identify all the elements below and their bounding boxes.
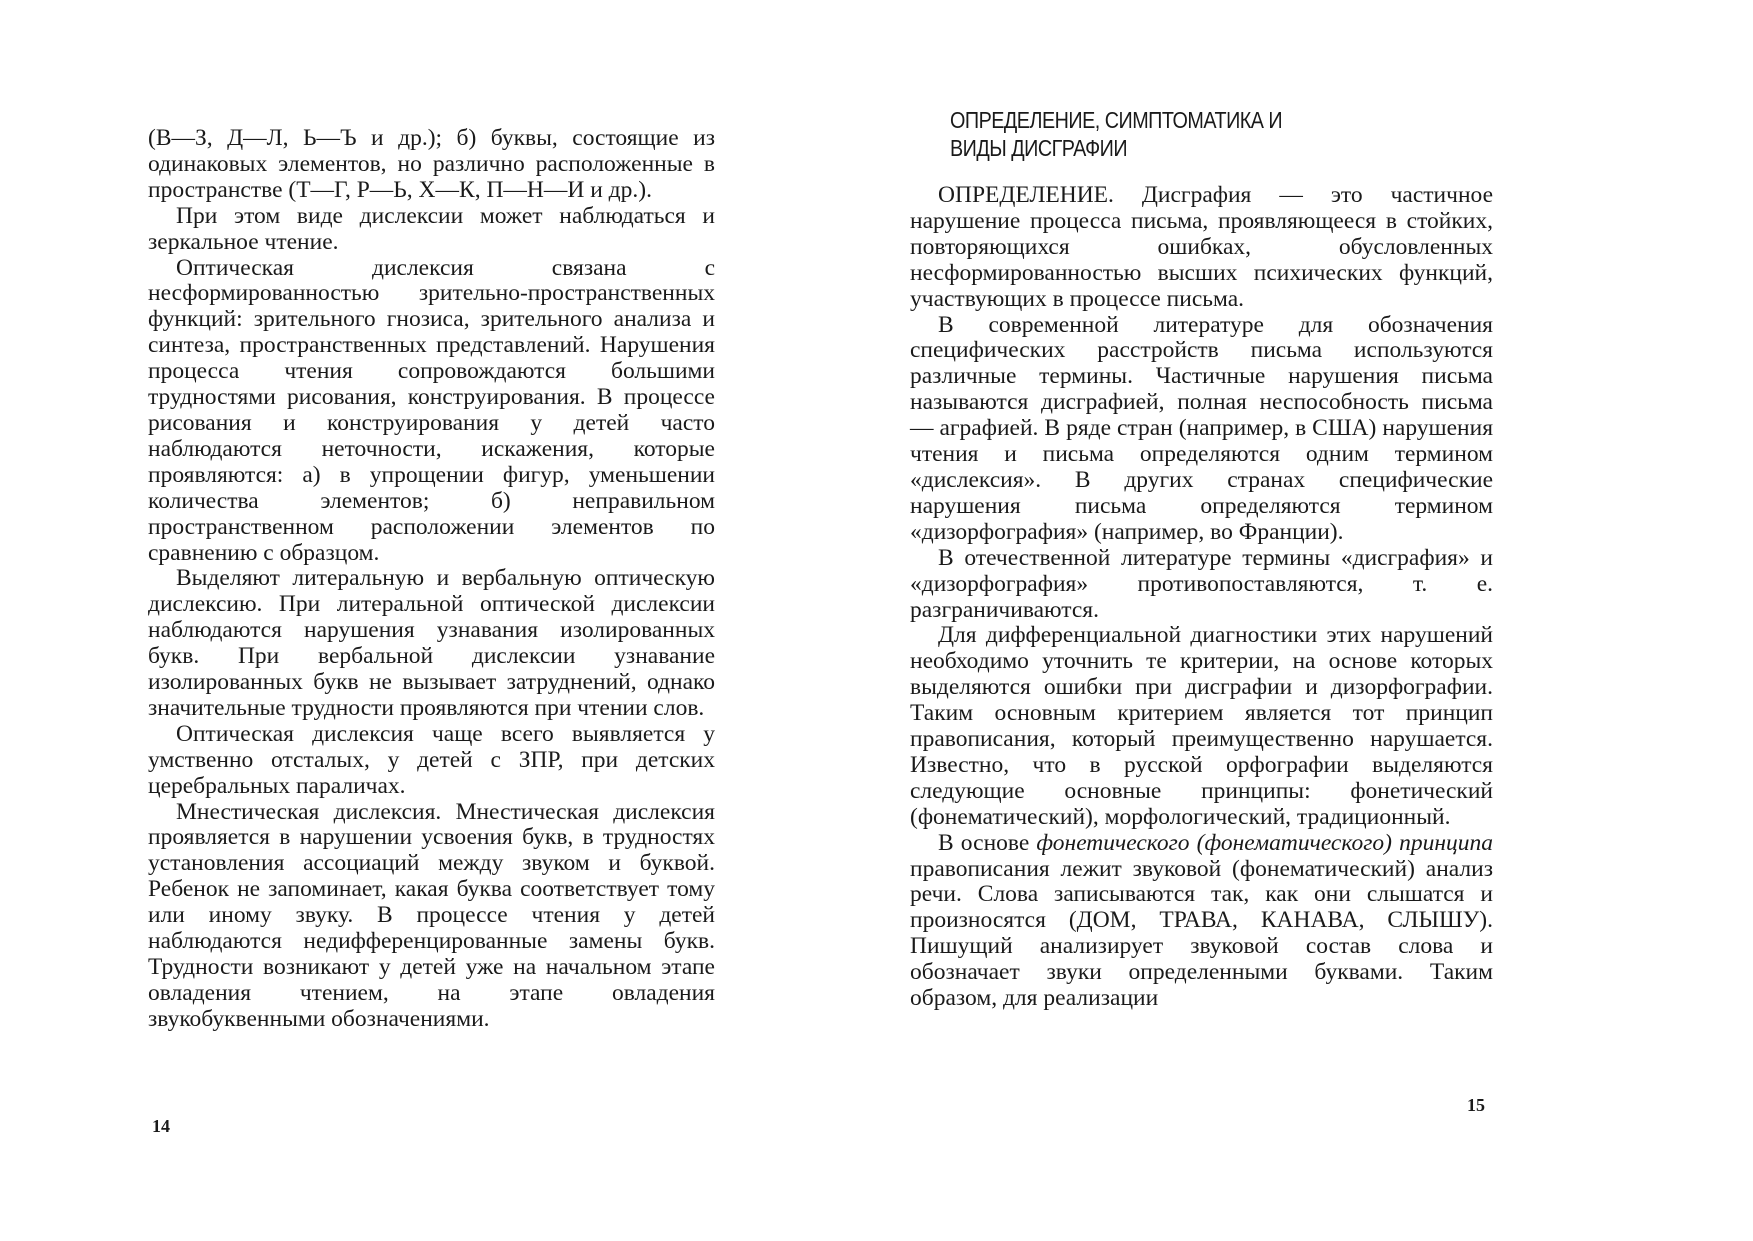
page-number-left: 14 xyxy=(152,1116,170,1136)
paragraph: Для дифференциальной диагностики этих нарушений необходимо уточнить те критерии, на основе которых выделяются ошибки при дисграфии и дизорфографии. Таким основным критерием является тот принцип правописания, который преимущественно нарушается. Известно, что в русской орфографии выделяются следующие основные принципы: фонетический (фонематический), морфологический, традиционный. xyxy=(910,622,1493,830)
paragraph: Оптическая дислексия чаще всего выявляется у умственно отсталых, у детей с ЗПР, при детских церебральных параличах. xyxy=(148,720,715,799)
paragraph: При этом виде дислексии может наблюдаться и зеркальное чтение. xyxy=(148,202,715,255)
chapter-title xyxy=(950,106,1417,162)
paragraph: (В—З, Д—Л, Ь—Ъ и др.); б) буквы, состоящие из одинаковых элементов, но различно расположенные в пространстве (Т—Г, Р—Ь, Х—К, П—Н—И и др.). xyxy=(148,125,715,203)
right-page-text xyxy=(910,183,1493,1012)
paragraph: В отечественной литературе термины «дисграфия» и «дизорфография» противопоставляются, т. е. разграничиваются. xyxy=(910,544,1493,623)
paragraph: Выделяют литеральную и вербальную оптическую дислексию. При литеральной оптической дислексии наблюдаются нарушения узнавания изолированных букв. При вербальной дислексии узнавание изолированных букв не вызывает затруднений, однако значительные трудности проявляются при чтении слов. xyxy=(148,565,715,721)
italic-term: фонетического (фонематического) принципа xyxy=(1036,829,1493,856)
page-number-right: 15 xyxy=(1467,1095,1485,1115)
chapter-title-line: ОПРЕДЕЛЕНИЕ, СИМПТОМАТИКА И xyxy=(950,107,1283,133)
paragraph: В современной литературе для обозначения специфических расстройств письма используются различные термины. Частичные нарушения письма называются дисграфией, полная неспособность письма — аграфией. В ряде стран (например, в США) нарушения чтения и письма определяются одним термином «дислексия». В других странах специфические нарушения письма определяются термином «дизорфография» (например, во Франции). xyxy=(910,311,1493,545)
paragraph-text-before: В основе xyxy=(938,829,1037,856)
paragraph: ОПРЕДЕЛЕНИЕ. Дисграфия — это частичное нарушение процесса письма, проявляющееся в стойких, повторяющихся ошибках, обусловленных несформированностью высших психических функций, участвующих в процессе письма. xyxy=(910,182,1493,312)
chapter-title-line: ВИДЫ ДИСГРАФИИ xyxy=(950,135,1128,161)
paragraph-with-emphasis xyxy=(910,831,1493,1012)
paragraph-text-after: правописания лежит звуковой (фонематический) анализ речи. Слова записываются так, как они слышатся и произносятся (ДОМ, ТРАВА, КАНАВА, СЛЫШУ). Пишущий анализирует звуковой состав слова и обозначает звуки определенными буквами. Таким образом, для реализации xyxy=(910,855,1493,1012)
right-page xyxy=(910,0,1493,1241)
paragraph: Мнестическая дислексия. Мнестическая дислексия проявляется в нарушении усвоения букв, в трудностях установления ассоциаций между звуком и буквой. Ребенок не запоминает, какая буква соответствует тому или иному звуку. В процессе чтения у детей наблюдаются недифференцированные замены букв. Трудности возникают у детей уже на начальном этапе овладения чтением, на этапе овладения звукобуквенными обозначениями. xyxy=(148,798,715,1032)
paragraph: Оптическая дислексия связана с несформированностью зрительно-пространственных функций: зрительного гнозиса, зрительного анализа и синтеза, пространственных представлений. Нарушения процесса чтения сопровождаются большими трудностями рисования, конструирования. В процессе рисования и конструирования у детей часто наблюдаются неточности, искажения, которые проявляются: а) в упрощении фигур, уменьшении количества элементов; б) неправильном пространственном расположении элементов по сравнению с образцом. xyxy=(148,254,715,566)
left-page xyxy=(148,0,715,1241)
left-page-text xyxy=(148,126,715,1033)
